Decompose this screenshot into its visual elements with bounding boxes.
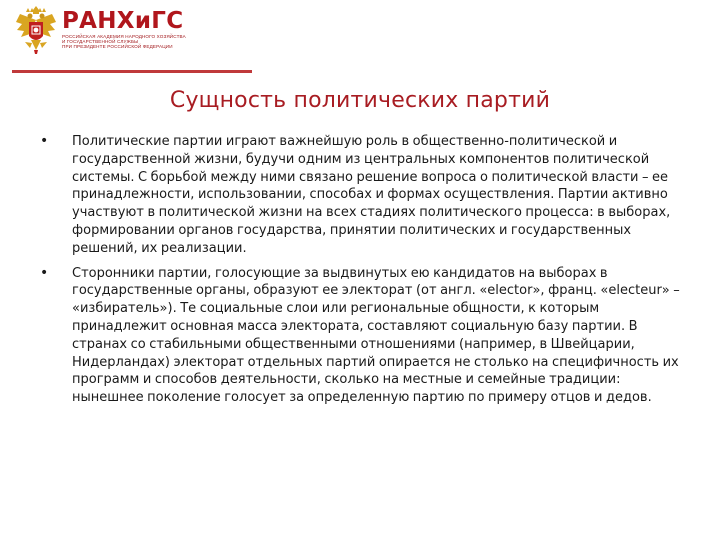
bullet-list	[40, 133, 680, 414]
logo-subtitle-line-1: РОССИЙСКАЯ АКАДЕМИЯ НАРОДНОГО ХОЗЯЙСТВА	[62, 34, 186, 39]
eagle-emblem-icon	[12, 6, 60, 56]
slide-title: Сущность политических партий	[169, 88, 551, 113]
logo-text	[62, 8, 212, 50]
bullet-icon: •	[40, 264, 49, 281]
bullet-text: Сторонники партии, голосующие за выдвинутых ею кандидатов на выборах в государственные органы, образуют ее электорат (от англ. «elector», франц. «electeur» – «избиратель»). Те социальные слои или региональные общности, к которым принадлежит основная масса электората, составляют социальную базу партии. В странах со стабильными общественными отношениями (например, в Швейцарии, Нидерландах) электорат отдельных партий опирается не столько на специфичность их программ и способов деятельности, сколько на местные и семейные традиции: нынешнее поколение голосует за определенную партию по примеру отцов и дедов.	[72, 265, 680, 406]
list-item	[40, 265, 680, 407]
bullet-icon: •	[40, 133, 49, 149]
bullet-text: Политические партии играют важнейшую роль в общественно-политической и государственной жизни, будучи одним из центральных компонентов политической системы. С борьбой между ними связано решение вопроса о политической власти – ее принадлежности, использовании, способах и формах осуществления. Партии активно участвуют в политической жизни на всех стадиях политического процесса: в выборах, формировании органов государства, принятии политических и государственных решений, их реализации.	[72, 134, 671, 256]
header-divider	[12, 70, 252, 73]
logo-subtitle-line-3: ПРИ ПРЕЗИДЕНТЕ РОССИЙСКОЙ ФЕДЕРАЦИИ	[62, 44, 173, 50]
logo-title: РАНХиГС	[62, 8, 184, 34]
list-item	[40, 133, 680, 258]
logo-subtitle-line-2: И ГОСУДАРСТВЕННОЙ СЛУЖБЫ	[62, 39, 139, 45]
ranepa-logo	[12, 6, 212, 56]
